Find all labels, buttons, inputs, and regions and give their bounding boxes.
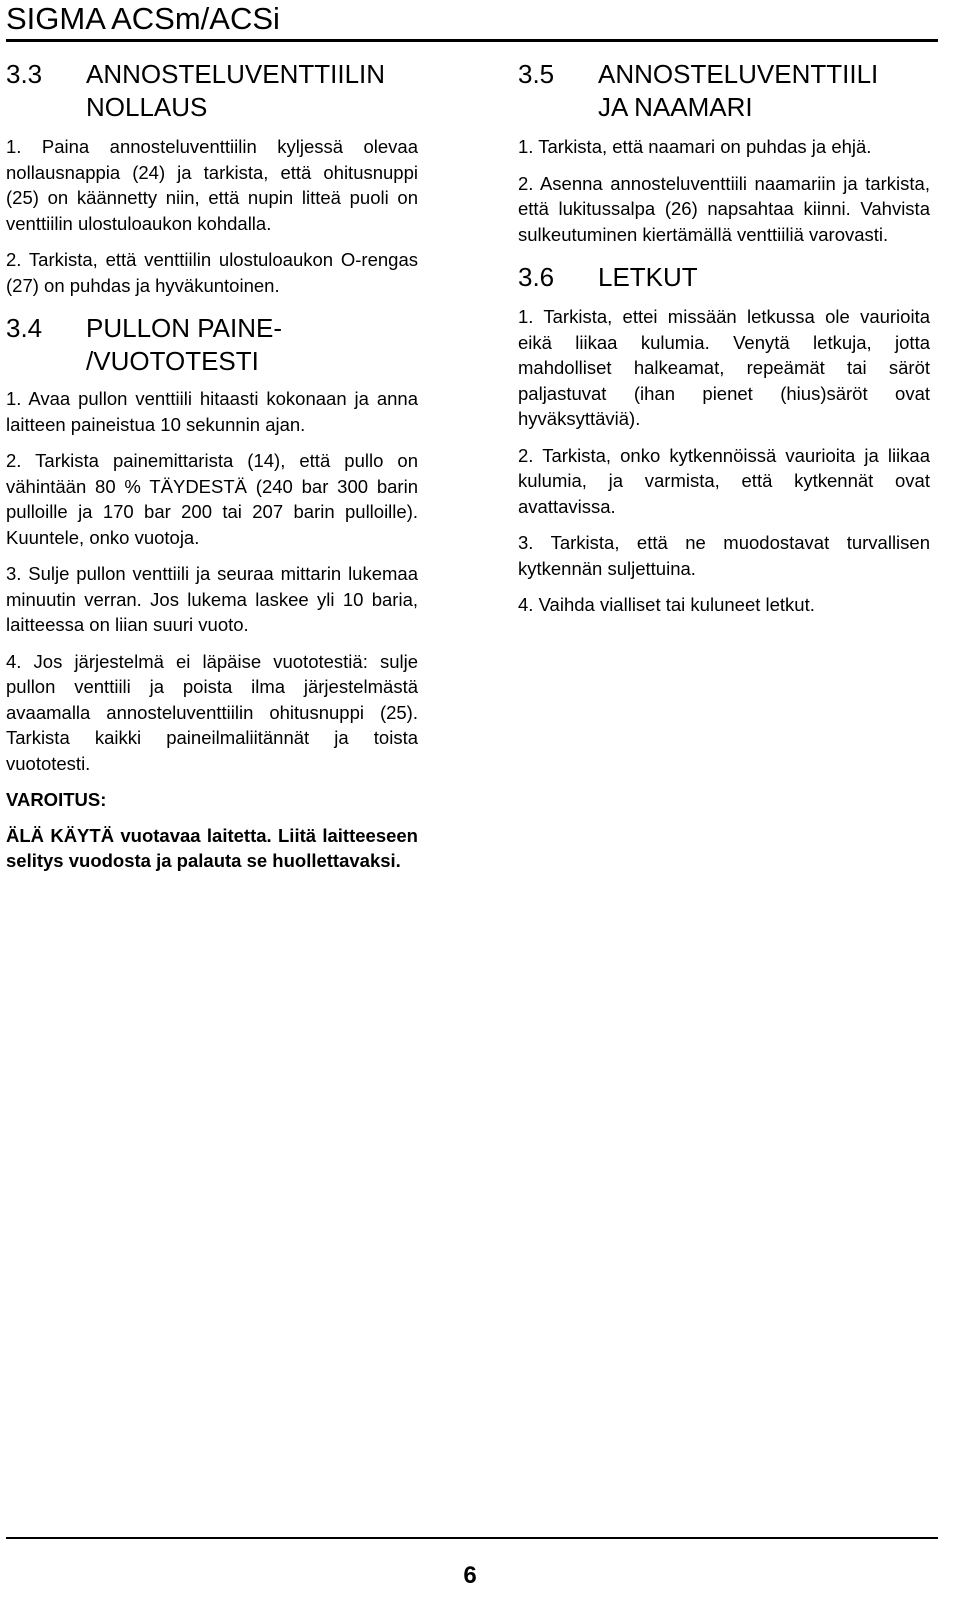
item-text: Tarkista, että naamari on puhdas ja ehjä. [538, 136, 872, 157]
document-title: SIGMA ACSm/ACSi [6, 1, 280, 36]
instruction-item [518, 171, 930, 248]
item-text: Paina annosteluventtiilin kyljessä olevaa nollausnappia (24) ja tarkista, että ohitusnuppi (25) on käännetty niin, että nupin litteä puoli on venttiilin ulostuloaukon kohdalla. [6, 136, 418, 234]
item-text: Tarkista painemittarista (14), että pullo on vähintään 80 % TÄYDESTÄ (240 bar 300 barin pulloille ja 170 bar 200 tai 207 barin pulloille). Kuuntele, onko vuotoja. [6, 450, 418, 548]
item-number: 1. [6, 136, 22, 157]
item-number: 2. [6, 249, 22, 270]
item-number: 2. [6, 450, 22, 471]
instruction-item [6, 386, 418, 437]
section-3-4-heading [6, 312, 418, 378]
item-text: Jos järjestelmä ei läpäise vuototestiä: sulje pullon venttiili ja poista ilma järjestelmästä avaamalla annosteluventtiilin ohitusnuppi (25). Tarkista kaikki paineilmaliitännät ja toista vuototesti. [6, 650, 418, 774]
section-number: 3.3 [6, 59, 43, 89]
instruction-item [518, 530, 930, 581]
item-number: 1. [6, 388, 22, 409]
instruction-item [518, 443, 930, 520]
item-number: 2. [518, 444, 534, 466]
item-number: 4. [6, 650, 22, 672]
item-number: 4. [518, 594, 534, 615]
instruction-item [6, 649, 418, 777]
section-3-6-heading [518, 261, 930, 294]
item-number: 3. [518, 532, 534, 553]
instruction-item [6, 134, 418, 236]
instruction-item [6, 561, 418, 638]
section-title: ANNOSTELUVENTTIILIN NOLLAUS [86, 59, 386, 122]
instruction-item [518, 134, 930, 160]
instruction-item [6, 448, 418, 550]
item-text: Asenna annosteluventtiili naamariin ja tarkista, että lukitussalpa (26) napsahtaa kiinni. Vahvista sulkeutuminen kiertämällä venttiiliä varovasti. [518, 172, 930, 245]
item-text: Tarkista, onko kytkennöissä vaurioita ja liikaa kulumia, ja varmista, että kytkennät ovat avattavissa. [518, 444, 930, 517]
item-number: 1. [518, 136, 534, 157]
item-text: Sulje pullon venttiili ja seuraa mittarin lukemaa minuutin verran. Jos lukema laskee yli 10 baria, laitteessa on liian suuri vuoto. [6, 563, 418, 635]
section-title-line: JA NAAMARI [598, 92, 753, 122]
left-column [6, 58, 418, 874]
section-title-line: /VUOTOTESTI [86, 346, 259, 376]
item-text: Tarkista, että ne muodostavat turvallisen kytkennän suljettuina. [518, 532, 930, 579]
footer-divider [6, 1537, 938, 1539]
section-number: 3.4 [6, 313, 43, 343]
warning-text: ÄLÄ KÄYTÄ vuotavaa laitetta. Liitä laitteeseen selitys vuodosta ja palauta se huollettavaksi. [6, 824, 418, 871]
right-column [518, 58, 930, 629]
item-text: Avaa pullon venttiili hitaasti kokonaan ja anna laitteen paineistua 10 sekunnin ajan. [6, 388, 419, 435]
instruction-item [518, 304, 930, 432]
section-title-line: ANNOSTELUVENTTIILI [598, 59, 879, 89]
section-number: 3.6 [518, 262, 555, 292]
item-number: 3. [6, 563, 22, 584]
section-title: LETKUT [598, 262, 698, 292]
instruction-item [6, 247, 418, 298]
item-text: Tarkista, ettei missään letkussa ole vaurioita eikä liikaa kulumia. Venytä letkuja, jotta mahdolliset halkeamat, repeämät tai säröt paljastuvat (ihan pienet (hius)säröt ovat hyväksyttäviä). [518, 306, 930, 429]
section-3-3-heading [6, 58, 418, 124]
section-number: 3.5 [518, 59, 555, 89]
instruction-item [518, 592, 930, 618]
item-number: 1. [518, 306, 534, 327]
item-text: Tarkista, että venttiilin ulostuloaukon O-rengas (27) on puhdas ja hyväkuntoinen. [6, 249, 419, 296]
warning-title: VAROITUS: [6, 789, 107, 810]
item-text: Vaihda vialliset tai kuluneet letkut. [538, 594, 815, 615]
section-3-5-heading [518, 58, 930, 124]
item-number: 2. [518, 172, 534, 194]
header-divider [6, 39, 938, 42]
page-number: 6 [463, 1562, 477, 1589]
section-title-line: PULLON PAINE- [86, 313, 283, 343]
